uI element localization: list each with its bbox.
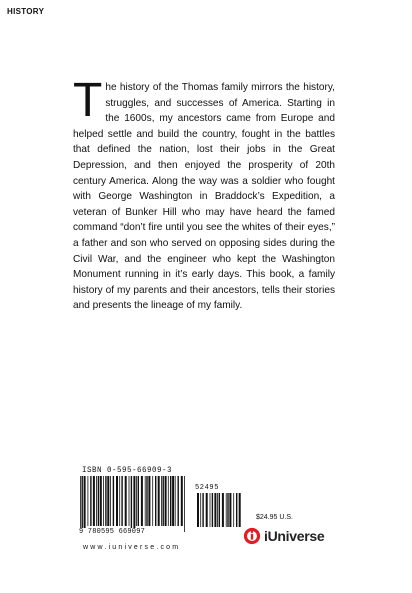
barcode-bar [214,493,216,527]
barcode-bar [110,476,111,526]
barcode-bar [100,476,102,526]
barcode-bar [197,493,199,527]
barcode-bar [133,476,135,532]
barcode-bar [116,476,118,526]
barcode-bar [206,493,208,527]
barcode-bar [219,493,220,527]
barcode-bar [90,476,91,526]
publisher-name: iUniverse [264,528,325,544]
addon-digits: 52495 [195,484,220,492]
back-cover-blurb [73,74,335,314]
barcode-bar [226,493,227,527]
barcode-bar [168,476,169,526]
barcode-bar [141,476,143,526]
barcode-bar [96,476,97,526]
barcode-bar [178,476,179,526]
barcode-bar [84,476,86,532]
barcode-bar [146,476,147,526]
iuniverse-logo-icon [243,527,261,545]
barcode-bar [131,476,132,532]
barcode-bar [93,476,95,526]
publisher-url: www.iuniverse.com [83,544,181,551]
drop-cap: T [73,74,103,127]
barcode-bar [236,493,237,527]
barcode-bar [212,493,213,527]
barcode-bar [158,476,160,526]
isbn-barcode [78,476,188,534]
barcode-bar [82,476,83,532]
barcode-bar [229,493,231,527]
ean-digits: 9 780595 669097 [79,528,146,536]
publisher-logo [243,527,324,545]
barcode-bar [161,476,162,526]
barcode-bar [239,493,241,527]
barcode-bar [175,476,176,526]
barcode-bar [129,476,130,526]
barcode-bar [163,476,164,526]
barcode-bar [145,476,146,526]
barcode-bar [125,476,127,526]
addon-barcode-bars [195,493,243,535]
barcode-bar [210,493,211,527]
barcode-bar [138,476,139,526]
barcode-bar [202,493,203,527]
barcode-bar [155,476,156,526]
barcode-bar [172,476,174,526]
category-label: HISTORY [7,7,45,16]
barcode-bar [148,476,150,526]
barcode-bar [233,493,234,527]
barcode-bar [107,476,109,526]
barcode-bar [170,476,171,526]
barcode-bar [152,476,153,526]
barcode-bar [88,476,89,526]
barcode-bar [165,476,167,526]
barcode-bar [222,493,224,527]
barcode-bar [121,476,122,526]
barcode-bar [105,476,106,526]
barcode-bar [80,476,81,532]
blurb-text: he history of the Thomas family mirrors the history, struggles, and successes of America. Starting in the 1600s, my ancestors came from Europe and helped settle and build the country, fought in the battles that defined the nation, lost their jobs in the Great Depression, and then enjoyed the prosperity of 20th century America. Along the way was a soldier who fought with George Washington in Braddock’s Expedition, a veteran of Bunker Hill who may have heard the famed command “don’t fire until you see the whites of their eyes,” a father and son who served on opposing sides during the Civil War, and the engineer who kept the Washington Monument running in it’s early days. This book, a family history of my parents and their ancestors, tells their stories and presents the lineage of my family. [73,82,335,312]
barcode-bar [98,476,99,526]
barcode-bar [181,476,183,526]
barcode-bar [200,493,201,527]
barcode-bar [227,493,228,527]
barcode-bar [136,476,137,526]
barcode-bar [119,476,120,526]
barcode-bar [113,476,114,526]
isbn-label: ISBN 0-595-66909-3 [82,466,173,476]
barcode-bar [184,476,185,532]
price-label: $24.95 U.S. [256,514,293,521]
barcode-bar [217,493,218,527]
price-addon-barcode [195,484,243,534]
ean-barcode-bars [78,476,188,534]
barcode-bar [103,476,104,526]
